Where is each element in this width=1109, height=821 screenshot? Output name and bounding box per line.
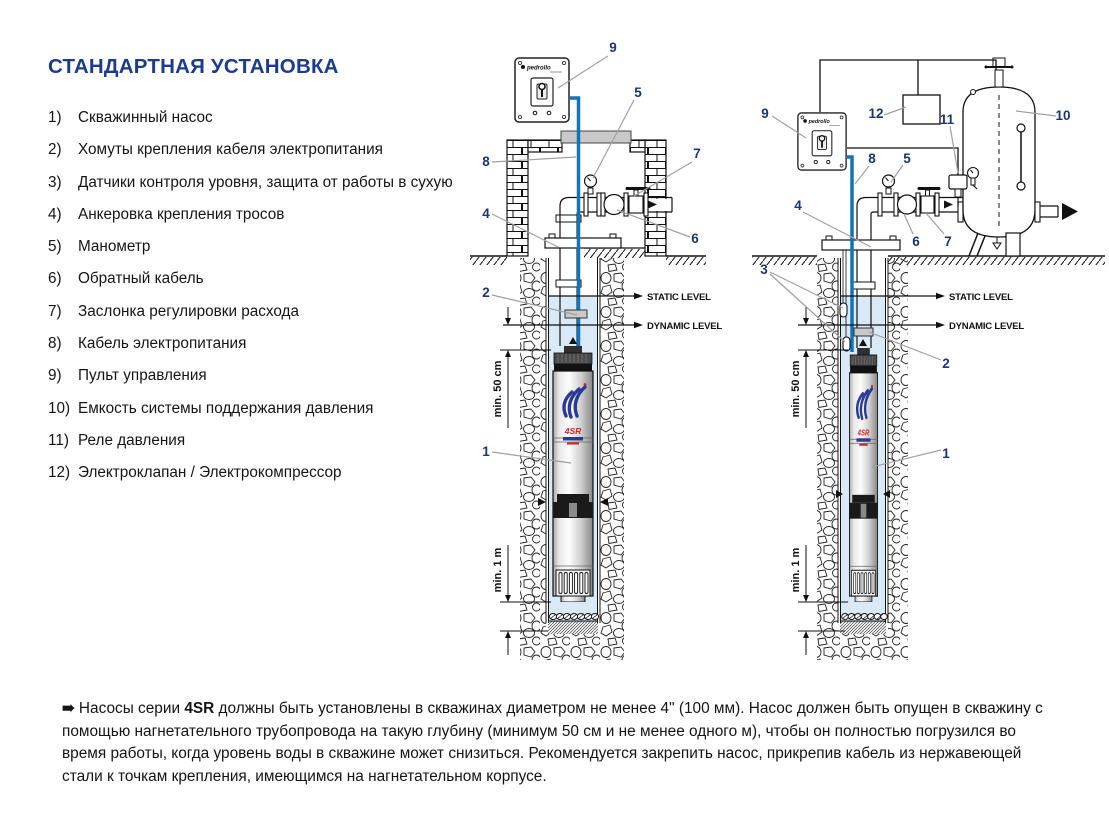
submersible-pump: [553, 346, 593, 602]
check-valve-icon: [898, 195, 917, 214]
legend-item: [48, 328, 478, 360]
legend-item: [48, 231, 478, 263]
pressure-gauge-icon: [585, 175, 597, 194]
sensor-probe-icon: [840, 303, 847, 317]
callout-8: 8: [482, 154, 490, 169]
tank-drain-icon: [993, 237, 1001, 249]
callout-9: 9: [761, 106, 769, 121]
callout-6: 6: [691, 231, 699, 246]
control-panel: [515, 58, 569, 122]
note-text-pre: Насосы серии: [78, 700, 185, 718]
diagram-well-installation-pressure-system: [750, 30, 1109, 670]
control-panel: [798, 113, 846, 170]
legend-number: 7): [48, 302, 62, 320]
callout-7: 7: [693, 146, 701, 161]
well-bottom-gravel: [549, 614, 598, 620]
legend-label: Заслонка регулировки расхода: [78, 302, 299, 320]
legend-item: [48, 360, 478, 392]
dynamic-level-label: DYNAMIC LEVEL: [949, 321, 1024, 332]
dynamic-level-label: DYNAMIC LEVEL: [647, 321, 722, 332]
note-arrow-icon: ➠: [62, 700, 75, 718]
legend-list: [48, 102, 478, 490]
anchor-plate: [822, 236, 900, 250]
pit-floor: [584, 249, 645, 258]
electrovalve-box: [903, 95, 940, 124]
note-pump-model: 4SR: [184, 700, 215, 718]
legend-number: 5): [48, 238, 62, 256]
legend-item: [48, 425, 478, 457]
legend-item: [48, 134, 478, 166]
well-bottom-gravel: [842, 614, 888, 620]
legend-label: Скважинный насос: [78, 109, 213, 126]
well-sediment: [840, 621, 886, 634]
tank-leg: [1006, 233, 1020, 256]
legend-number: 11): [48, 431, 69, 449]
legend-item: [48, 199, 478, 231]
callout-10: 10: [1055, 108, 1071, 123]
callout-4: 4: [794, 198, 802, 213]
page-title: СТАНДАРТНАЯ УСТАНОВКА: [48, 55, 339, 78]
legend-number: 2): [48, 141, 62, 159]
min-1m-label: min. 1 m: [492, 547, 504, 593]
callout-11: 11: [939, 112, 955, 127]
pit-cover-slab: [561, 131, 631, 143]
legend-number: 3): [48, 173, 62, 191]
legend-label: Хомуты крепления кабеля электропитания: [78, 141, 383, 159]
callout-2: 2: [482, 285, 490, 300]
legend-item: [48, 263, 478, 295]
callout-4: 4: [482, 206, 490, 221]
min-50cm-label: min. 50 cm: [492, 360, 504, 418]
callout-2: 2: [942, 356, 950, 371]
note-text-post: должны быть установлены в скважинах диаметром не менее 4" (100 мм). Насос должен быть опущен в скважину с помощью нагнетательного трубопровода на такую глубину (минимум 50 см и не менее одного м), чтобы он полностью погрузился во время работы, когда уровень воды в скважине может снизиться. Рекомендуется закрепить насос, прикрепив кабель из нержавеющей стали к точкам крепления, имеющимся на нагнетательном корпусе.: [62, 700, 1043, 785]
callout-1: 1: [482, 444, 490, 459]
callout-1: 1: [942, 446, 950, 461]
static-level-label: STATIC LEVEL: [949, 292, 1013, 303]
legend-item: [48, 296, 478, 328]
legend-number: 10): [48, 399, 71, 417]
callout-8: 8: [868, 151, 876, 166]
installation-note: [62, 698, 1057, 788]
submersible-pump: [849, 348, 877, 602]
tank-outlet: [1035, 202, 1078, 222]
legend-item: [48, 102, 478, 134]
callout-3: 3: [760, 262, 768, 277]
callout-7: 7: [944, 234, 952, 249]
legend-item: [48, 167, 478, 199]
legend-number: 6): [48, 270, 62, 288]
ground-surface: [752, 256, 1105, 265]
callout-5: 5: [903, 151, 911, 166]
pressure-tank: [963, 58, 1078, 256]
legend-number: 4): [48, 205, 62, 223]
legend-item: [48, 457, 478, 489]
legend-label: Пульт управления: [78, 367, 207, 385]
diagram-well-installation-basic: [470, 30, 740, 670]
legend-label: Обратный кабель: [78, 270, 204, 288]
min-50cm-label: min. 50 cm: [790, 360, 802, 418]
legend-label: Реле давления: [78, 431, 186, 449]
cable-clamp: [565, 310, 587, 318]
pressure-gauge-icon: [883, 175, 895, 194]
legend-label: Манометр: [78, 238, 151, 256]
legend-label: Кабель электропитания: [78, 335, 247, 353]
min-1m-label: min. 1 m: [790, 547, 802, 593]
static-level-label: STATIC LEVEL: [647, 292, 711, 303]
legend-number: 8): [48, 335, 62, 353]
legend-label: Электроклапан / Электрокомпрессор: [78, 464, 342, 482]
legend-number: 12): [48, 464, 71, 482]
legend-label: Емкость системы поддержания давления: [78, 399, 374, 417]
legend-number: 1): [48, 109, 62, 126]
callout-12: 12: [868, 106, 884, 121]
sensor-probe-icon: [843, 337, 850, 351]
outflow-arrow-icon: [1062, 203, 1078, 220]
callout-6: 6: [912, 234, 920, 249]
well-sediment: [548, 621, 598, 634]
legend-item: [48, 393, 478, 425]
tank-top-valve-icon: [985, 58, 1014, 87]
callout-5: 5: [634, 85, 642, 100]
legend-number: 9): [48, 367, 62, 385]
legend-label: Датчики контроля уровня, защита от работы в сухую: [78, 173, 453, 191]
callout-9: 9: [609, 40, 617, 55]
legend-label: Анкеровка крепления тросов: [78, 205, 285, 223]
